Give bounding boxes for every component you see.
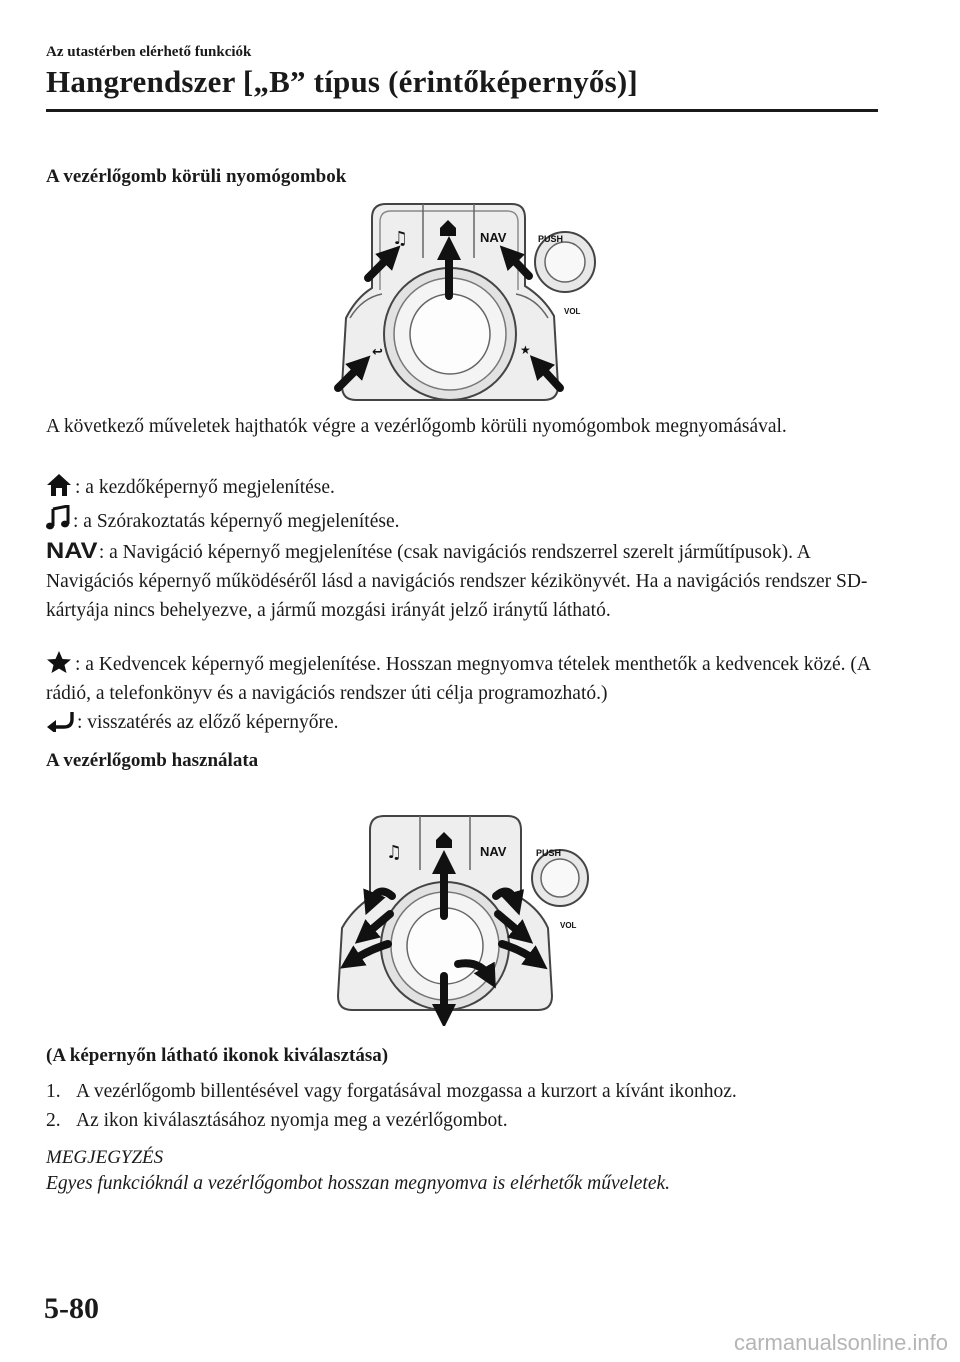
list-item — [46, 1077, 886, 1106]
steps-list — [46, 1077, 886, 1135]
commander-usage-figure — [330, 812, 600, 1026]
nav-icon: NAV — [46, 538, 98, 563]
svg-text:♫: ♫ — [386, 842, 403, 863]
section-label: Az utastérben elérhető funkciók — [46, 44, 252, 60]
step-text: Az ikon kiválasztásához nyomja meg a vezérlőgombot. — [76, 1110, 508, 1131]
step-number: 2. — [46, 1110, 61, 1131]
fig2-vol-label: VOL — [560, 921, 577, 930]
item-back-text: : visszatérés az előző képernyőre. — [77, 712, 339, 733]
star-icon — [46, 650, 72, 674]
subheading-select-icons: (A képernyőn látható ikonok kiválasztása) — [46, 1045, 389, 1066]
item-star — [46, 650, 886, 708]
note-title: MEGJEGYZÉS — [46, 1147, 164, 1168]
fig1-nav-label: NAV — [480, 230, 507, 245]
item-star-text: : a Kedvencek képernyő megjelenítése. Hosszan megnyomva tételek menthetők a kedvencek közé. (A rádió, a telefonkönyv és a navigációs rendszer úti célja programozható.) — [46, 654, 870, 704]
item-home-text: : a kezdőképernyő megjelenítése. — [75, 477, 335, 498]
note-text: Egyes funkcióknál a vezérlőgombot hosszan megnyomva is elérhetők műveletek. — [46, 1173, 670, 1194]
item-nav-text: : a Navigáció képernyő megjelenítése (csak navigációs rendszerrel szerelt járműtípusok). A Navigációs képernyő működéséről lásd a navigációs rendszer kézikönyvét. Ha a navigációs rendszer SD-kártyája nincs behelyezve, a jármű mozgási irányát jelző iránytű látható. — [46, 542, 868, 621]
svg-text:♫: ♫ — [392, 228, 409, 249]
page-number: 5-80 — [44, 1292, 99, 1325]
step-text: A vezérlőgomb billentésével vagy forgatásával mozgassa a kurzort a kívánt ikonhoz. — [76, 1081, 737, 1102]
section-heading-usage: A vezérlőgomb használata — [46, 750, 259, 771]
home-icon — [46, 473, 72, 497]
title-rule — [46, 109, 878, 112]
svg-text:★: ★ — [520, 343, 531, 357]
music-note-icon — [46, 505, 70, 531]
list-item — [46, 1106, 886, 1135]
item-home — [46, 473, 886, 502]
intro-paragraph: A következő műveletek hajthatók végre a vezérlőgomb körüli nyomógombok megnyomásával. — [46, 416, 787, 437]
watermark: carmanualsonline.info — [733, 1330, 948, 1355]
fig1-push-label: PUSH — [538, 234, 564, 244]
step-number: 1. — [46, 1081, 61, 1102]
page-title: Hangrendszer [„B” típus (érintőképernyős)] — [46, 64, 638, 99]
fig1-vol-label: VOL — [564, 307, 581, 316]
back-icon — [46, 708, 74, 732]
commander-buttons-figure — [322, 198, 604, 408]
fig2-push-label: PUSH — [536, 848, 562, 858]
section-heading-buttons: A vezérlőgomb körüli nyomógombok — [46, 166, 347, 187]
fig2-nav-label: NAV — [480, 844, 507, 859]
item-music-text: : a Szórakoztatás képernyő megjelenítése. — [73, 511, 400, 532]
item-music — [46, 505, 886, 536]
svg-text:↩: ↩ — [372, 345, 383, 360]
item-nav — [46, 536, 886, 625]
item-back — [46, 708, 886, 737]
